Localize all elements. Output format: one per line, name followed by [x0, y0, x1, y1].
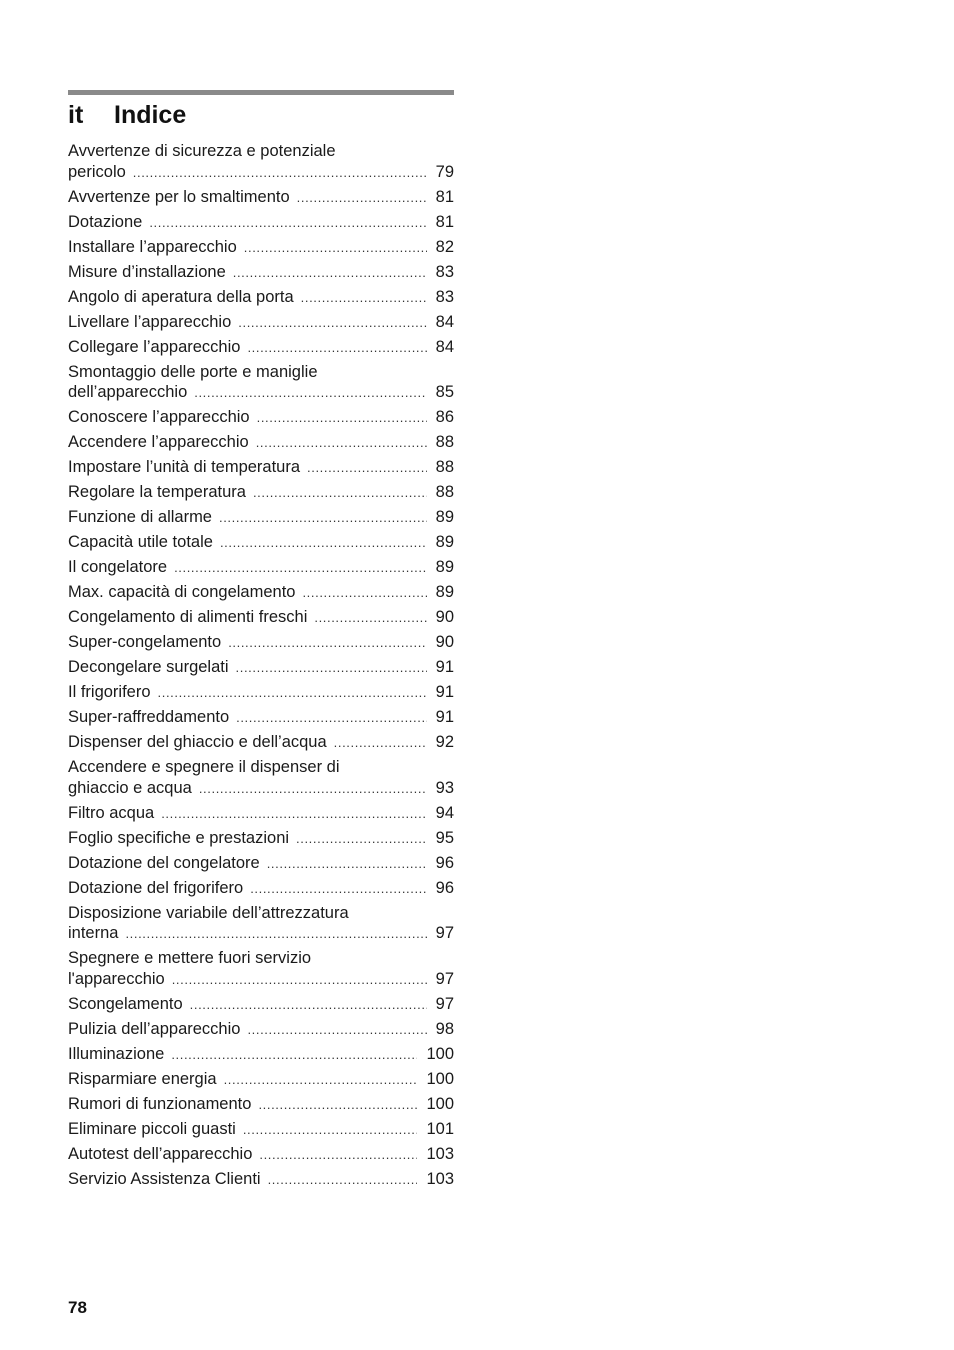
toc-entry[interactable]	[68, 507, 454, 529]
toc-entry-page: 95	[435, 828, 454, 847]
toc-entry-title: Avvertenze per lo smaltimento	[68, 187, 290, 206]
toc-entry-row	[68, 287, 454, 309]
toc-entry-title-line: Spegnere e mettere fuori servizio	[68, 949, 312, 967]
dot-leader	[334, 733, 427, 754]
toc-entry-title: Livellare l’apparecchio	[68, 312, 232, 331]
toc-entry-title: Dotazione	[68, 212, 143, 231]
toc-entry-title: Capacità utile totale	[68, 533, 213, 551]
toc-entry-page: 83	[435, 262, 454, 281]
toc-entry-page: 92	[435, 733, 454, 751]
toc-entry-title-line: Accendere e spegnere il dispenser di	[68, 758, 340, 776]
toc-entry-row	[68, 1044, 454, 1066]
toc-entry-page: 89	[435, 508, 454, 526]
dot-leader	[296, 829, 427, 850]
dot-leader	[161, 804, 426, 825]
toc-entry-title: Collegare l’apparecchio	[68, 337, 241, 356]
toc-entry-row	[68, 682, 454, 704]
toc-entry-title: Illuminazione	[68, 1044, 165, 1063]
toc-entry-page: 79	[435, 162, 454, 181]
toc-entry-title: Eliminare piccoli guasti	[68, 1119, 236, 1138]
toc-entry-row	[68, 707, 454, 729]
dot-leader	[259, 1145, 417, 1166]
toc-entry-title: interna	[68, 924, 119, 942]
toc-entry-row	[68, 212, 454, 234]
toc-entry-row	[68, 237, 454, 259]
toc-entry-title: ghiaccio e acqua	[68, 778, 192, 797]
dot-leader	[199, 779, 427, 800]
toc-entry-row	[68, 1119, 454, 1141]
toc-entry-page: 91	[435, 658, 454, 676]
toc-entry[interactable]	[68, 362, 454, 404]
toc-entry-title: Risparmiare energia	[68, 1069, 217, 1088]
toc-entry[interactable]	[68, 878, 454, 900]
toc-entry[interactable]	[68, 532, 454, 554]
toc-entry[interactable]	[68, 632, 454, 654]
toc-entry-title: Rumori di funzionamento	[68, 1094, 252, 1113]
dot-leader	[247, 1020, 426, 1041]
toc-entry-row	[68, 1069, 454, 1091]
dot-leader	[250, 879, 426, 900]
toc-entry-title: Servizio Assistenza Clienti	[68, 1169, 261, 1188]
toc-entry[interactable]	[68, 1044, 454, 1066]
toc-entry-title: Misure d’installazione	[68, 262, 226, 281]
dot-leader	[267, 854, 427, 875]
dot-leader	[171, 1045, 417, 1066]
toc-entry-page: 89	[435, 533, 454, 551]
dot-leader	[268, 1170, 418, 1191]
dot-leader	[258, 1095, 417, 1116]
toc-entry[interactable]	[68, 237, 454, 259]
toc-entry-title-line: Avvertenze di sicurezza e potenziale	[68, 142, 336, 160]
toc-entry-page: 98	[435, 1019, 454, 1038]
toc-entry-title: Foglio specifiche e prestazioni	[68, 828, 290, 847]
toc-entry[interactable]	[68, 828, 454, 850]
toc-entry[interactable]	[68, 1069, 454, 1091]
toc-entry-row	[68, 853, 454, 875]
toc-entry-row	[68, 337, 454, 359]
toc-entry-page: 94	[435, 803, 454, 822]
dot-leader	[172, 970, 427, 991]
toc-entry-title: Funzione di allarme	[68, 508, 212, 526]
toc-entry-row	[68, 732, 454, 754]
toc-entry-title: Pulizia dell’apparecchio	[68, 1019, 241, 1038]
dot-leader	[238, 313, 426, 334]
page-number: 78	[68, 1298, 87, 1317]
toc-entry-row	[68, 878, 454, 900]
dot-leader	[244, 238, 427, 259]
toc-entry-title: Scongelamento	[68, 994, 183, 1013]
dot-leader	[307, 458, 427, 479]
toc-entry-title: Autotest dell’apparecchio	[68, 1144, 253, 1163]
dot-leader	[247, 338, 426, 359]
toc-entry-title: Dotazione del frigorifero	[68, 878, 244, 897]
toc-entry-title: l'apparecchio	[68, 969, 165, 988]
toc-entry-page: 88	[435, 433, 454, 451]
language-code: it	[68, 101, 84, 129]
toc-entry-page: 100	[426, 1094, 454, 1113]
toc-entry-row	[68, 632, 454, 654]
dot-leader	[219, 508, 427, 529]
toc-entry-row	[68, 657, 454, 679]
dot-leader	[228, 633, 426, 654]
toc-entry-page: 82	[435, 237, 454, 256]
toc-entry-row	[68, 969, 454, 991]
toc-entry-page: 97	[435, 969, 454, 988]
toc-entry-page: 91	[435, 708, 454, 726]
header-rule	[68, 90, 454, 95]
toc-entry[interactable]	[68, 607, 454, 629]
toc-entry[interactable]	[68, 853, 454, 875]
toc-entry-row	[68, 557, 454, 579]
toc-entry-page: 88	[435, 483, 454, 501]
toc-entry-row	[68, 407, 454, 429]
toc-entry[interactable]	[68, 903, 454, 945]
table-of-contents	[68, 141, 454, 1194]
toc-entry-row	[68, 778, 454, 800]
dot-leader	[236, 658, 427, 679]
toc-entry-title: Super-congelamento	[68, 633, 222, 651]
dot-leader	[253, 483, 427, 504]
dot-leader	[158, 683, 427, 704]
dot-leader	[149, 213, 426, 234]
toc-entry[interactable]	[68, 187, 454, 209]
toc-entry-row	[68, 312, 454, 334]
toc-entry-page: 84	[435, 337, 454, 356]
toc-entry-row	[68, 262, 454, 284]
toc-entry-title: Regolare la temperatura	[68, 483, 246, 501]
toc-entry[interactable]	[68, 682, 454, 704]
toc-entry-title: Decongelare surgelati	[68, 658, 229, 676]
dot-leader	[257, 408, 427, 429]
dot-leader	[243, 1120, 418, 1141]
toc-entry-page: 81	[435, 212, 454, 231]
toc-entry[interactable]	[68, 141, 454, 183]
dot-leader	[125, 924, 426, 945]
toc-entry-page: 101	[426, 1119, 454, 1138]
toc-entry-row	[68, 994, 454, 1016]
toc-entry[interactable]	[68, 707, 454, 729]
toc-entry-title: dell’apparecchio	[68, 383, 188, 401]
toc-entry-title: Installare l’apparecchio	[68, 237, 237, 256]
dot-leader	[133, 163, 427, 184]
toc-entry-row	[68, 828, 454, 850]
toc-entry-row	[68, 582, 454, 604]
toc-entry-title: Dotazione del congelatore	[68, 853, 260, 872]
toc-entry[interactable]	[68, 1094, 454, 1116]
toc-entry-page: 89	[435, 558, 454, 576]
toc-entry-row	[68, 923, 454, 945]
toc-entry-row	[68, 507, 454, 529]
toc-entry[interactable]	[68, 948, 454, 990]
toc-entry-page: 100	[426, 1044, 454, 1063]
toc-entry-page: 91	[435, 683, 454, 701]
toc-entry-page: 103	[426, 1144, 454, 1163]
toc-entry[interactable]	[68, 1144, 454, 1166]
toc-entry-row	[68, 382, 454, 404]
toc-entry[interactable]	[68, 803, 454, 825]
toc-entry[interactable]	[68, 287, 454, 309]
toc-entry[interactable]	[68, 482, 454, 504]
toc-entry-page: 81	[435, 187, 454, 206]
toc-entry-row	[68, 457, 454, 479]
toc-entry-page: 89	[435, 583, 454, 601]
toc-entry[interactable]	[68, 337, 454, 359]
toc-entry-title: Dispenser del ghiaccio e dell’acqua	[68, 733, 327, 751]
toc-entry[interactable]	[68, 994, 454, 1016]
toc-entry-row	[68, 482, 454, 504]
toc-entry[interactable]	[68, 582, 454, 604]
toc-entry[interactable]	[68, 407, 454, 429]
dot-leader	[220, 533, 427, 554]
toc-entry[interactable]	[68, 262, 454, 284]
toc-entry-page: 90	[435, 633, 454, 651]
toc-entry-title-line: Smontaggio delle porte e maniglie	[68, 362, 318, 381]
dot-leader	[314, 608, 426, 629]
dot-leader	[224, 1070, 418, 1091]
title-text: Indice	[114, 101, 187, 129]
dot-leader	[233, 263, 427, 284]
dot-leader	[194, 383, 426, 404]
toc-entry-title: Congelamento di alimenti freschi	[68, 608, 308, 626]
toc-entry[interactable]	[68, 432, 454, 454]
toc-entry[interactable]	[68, 312, 454, 334]
toc-entry-page: 88	[435, 458, 454, 476]
toc-entry-title: Filtro acqua	[68, 803, 155, 822]
dot-leader	[174, 558, 427, 579]
toc-entry[interactable]	[68, 1019, 454, 1041]
toc-entry-title: pericolo	[68, 162, 126, 181]
toc-entry-page: 97	[435, 924, 454, 942]
toc-entry-row	[68, 803, 454, 825]
toc-entry[interactable]	[68, 657, 454, 679]
toc-entry-row	[68, 1144, 454, 1166]
toc-entry-row	[68, 532, 454, 554]
toc-entry-row	[68, 162, 454, 184]
toc-entry-row	[68, 607, 454, 629]
toc-entry[interactable]	[68, 1169, 454, 1191]
toc-entry-page: 96	[435, 853, 454, 872]
toc-entry-row	[68, 432, 454, 454]
toc-entry-title-line: Disposizione variabile dell’attrezzatura	[68, 903, 349, 922]
toc-entry-row	[68, 1169, 454, 1191]
toc-entry[interactable]	[68, 732, 454, 754]
dot-leader	[302, 583, 426, 604]
toc-entry-row	[68, 1019, 454, 1041]
toc-entry-page: 103	[426, 1169, 454, 1188]
toc-entry[interactable]	[68, 757, 454, 799]
toc-entry-title: Max. capacità di congelamento	[68, 583, 296, 601]
dot-leader	[236, 708, 427, 729]
toc-entry-title: Accendere l’apparecchio	[68, 433, 249, 451]
toc-entry[interactable]	[68, 1119, 454, 1141]
toc-entry[interactable]	[68, 557, 454, 579]
toc-entry-page: 84	[435, 312, 454, 331]
toc-entry-page: 93	[435, 778, 454, 797]
toc-entry-title: Il frigorifero	[68, 683, 151, 701]
toc-entry-title: Impostare l’unità di temperatura	[68, 458, 301, 476]
toc-entry-title: Angolo di aperatura della porta	[68, 287, 294, 306]
toc-entry-row	[68, 187, 454, 209]
toc-entry[interactable]	[68, 457, 454, 479]
dot-leader	[190, 995, 427, 1016]
toc-entry-title: Super-raffreddamento	[68, 708, 230, 726]
toc-entry-page: 83	[435, 287, 454, 306]
dot-leader	[297, 188, 427, 209]
toc-entry-title: Il congelatore	[68, 558, 168, 576]
dot-leader	[256, 433, 427, 454]
toc-entry-page: 96	[435, 878, 454, 897]
toc-entry-row	[68, 1094, 454, 1116]
toc-entry[interactable]	[68, 212, 454, 234]
toc-entry-page: 97	[435, 994, 454, 1013]
toc-entry-page: 86	[435, 408, 454, 426]
page-title	[68, 98, 454, 132]
dot-leader	[301, 288, 427, 309]
toc-entry-page: 100	[426, 1069, 454, 1088]
toc-entry-page: 90	[435, 608, 454, 626]
toc-entry-page: 85	[435, 383, 454, 401]
toc-entry-title: Conoscere l’apparecchio	[68, 408, 250, 426]
